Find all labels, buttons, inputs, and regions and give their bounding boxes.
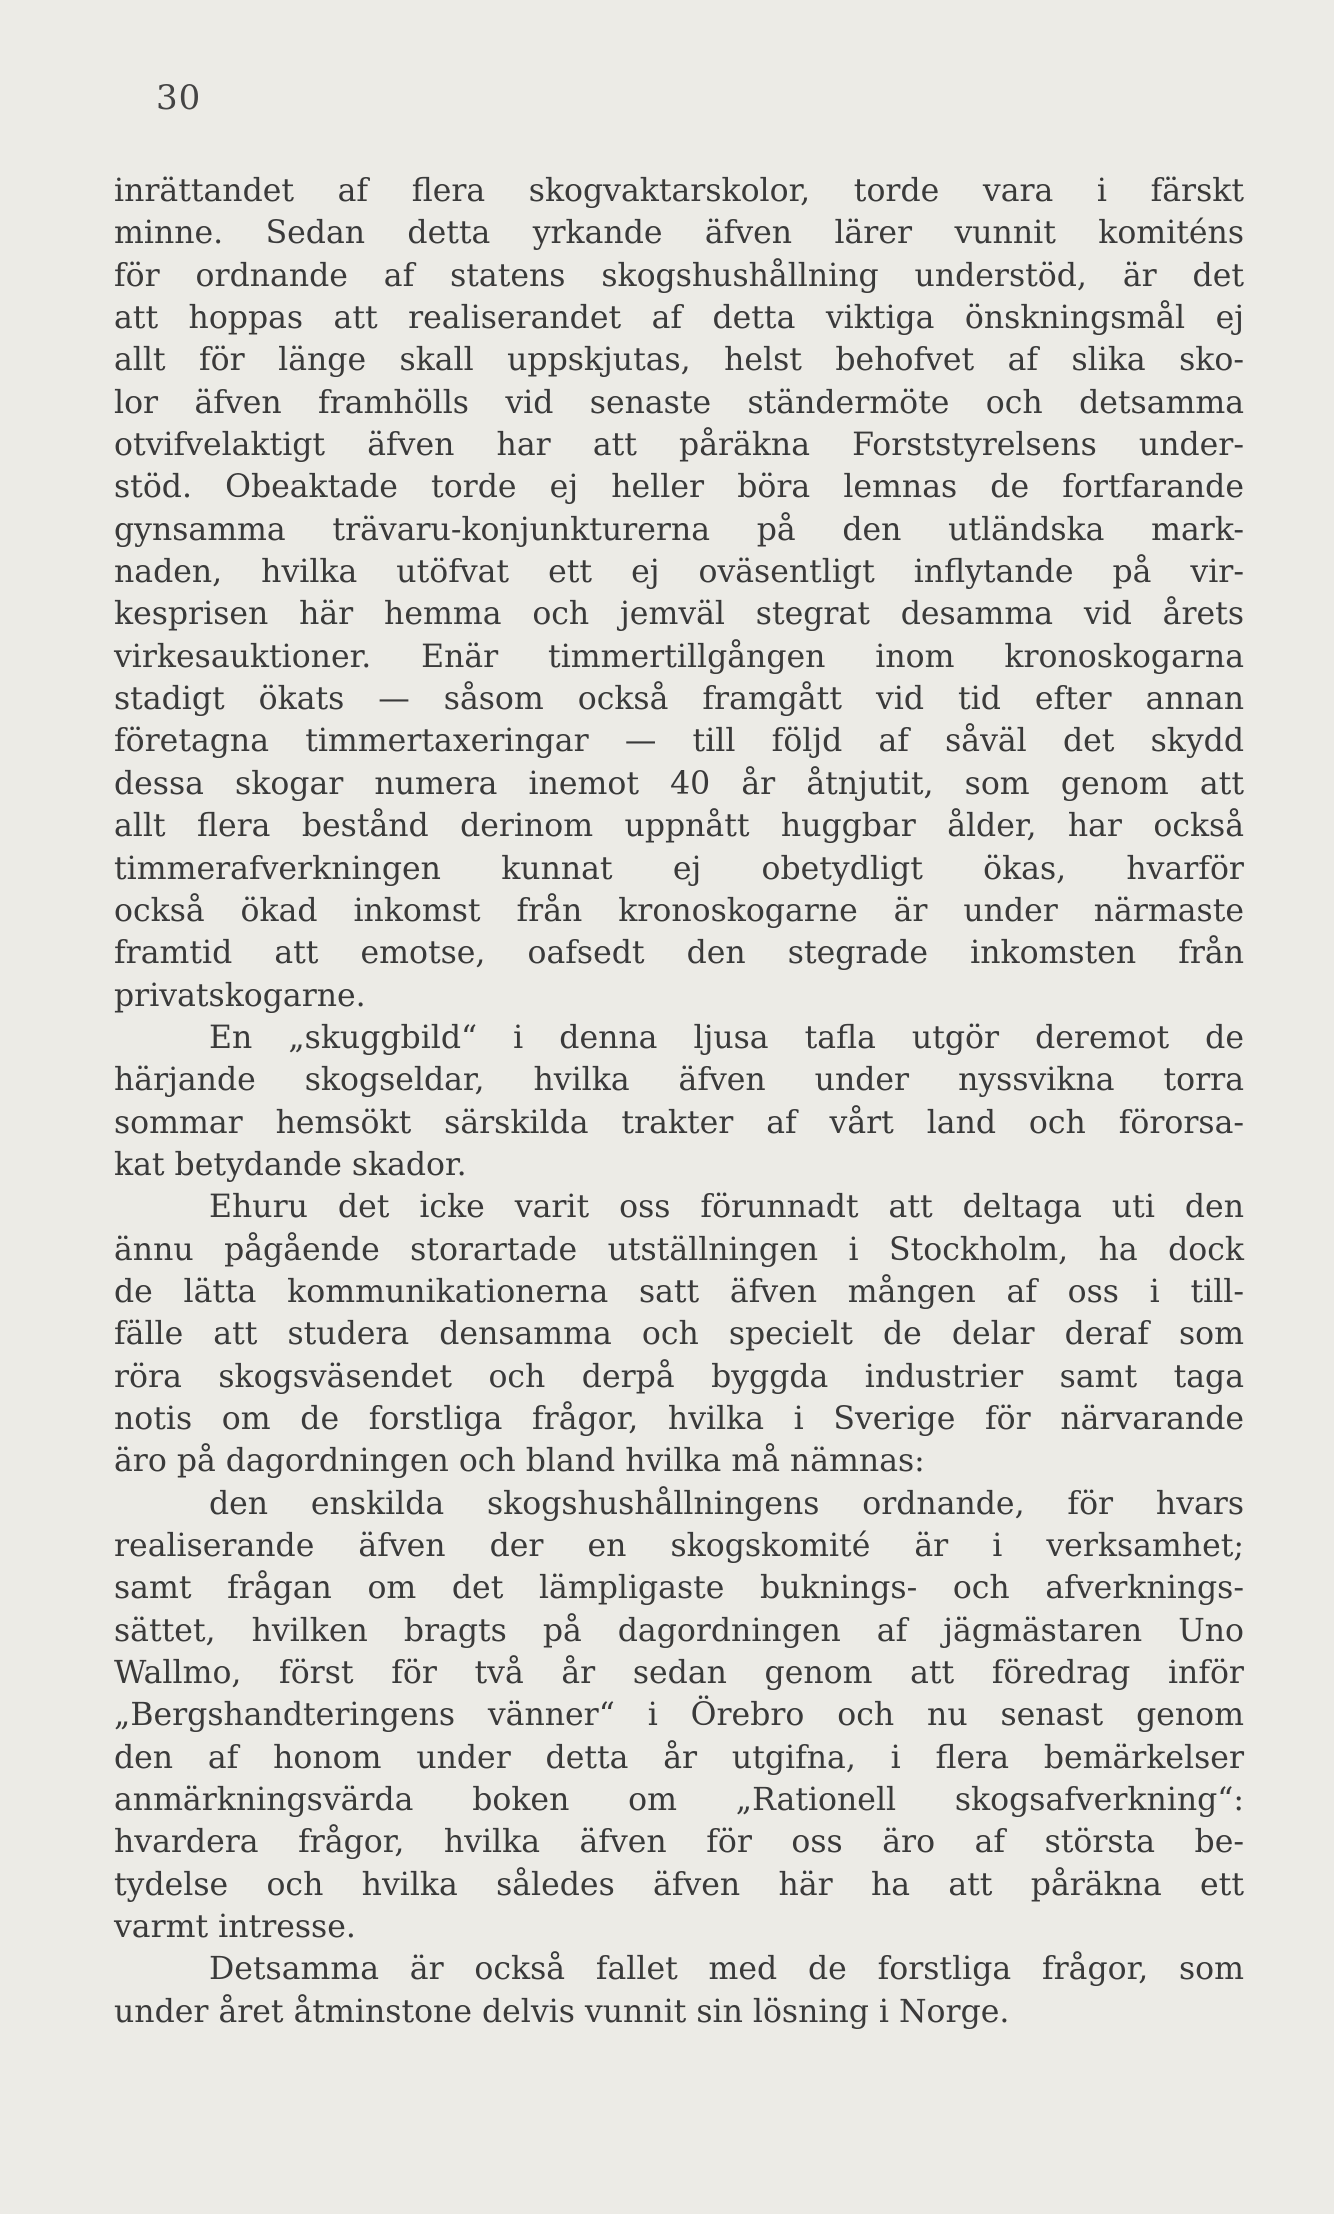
text-line: varmt intresse. — [114, 1909, 356, 1946]
text-line: gynsamma trävaru-konjunkturerna på den utländska mark- — [114, 511, 1244, 548]
page-number: 30 — [156, 78, 202, 118]
text-line: „Bergshandteringens vänner“ i Örebro och nu senast genom — [114, 1697, 1244, 1734]
text-line: En „skuggbild“ i denna ljusa tafla utgör deremot de — [209, 1019, 1244, 1056]
text-line: fälle att studera densamma och specielt de delar deraf som — [114, 1316, 1244, 1353]
text-line: virkesauktioner. Enär timmertillgången inom kronoskogarna — [114, 638, 1244, 675]
text-line: företagna timmertaxeringar — till följd af såväl det skydd — [114, 723, 1244, 760]
text-line: privatskogarne. — [114, 977, 366, 1014]
body-text — [114, 170, 1244, 2033]
text-line: äro på dagordningen och bland hvilka må nämnas: — [114, 1443, 925, 1480]
text-line: tydelse och hvilka således äfven här ha att påräkna ett — [114, 1866, 1244, 1903]
text-line: kesprisen här hemma och jemväl stegrat desamma vid årets — [114, 596, 1244, 633]
text-line: den enskilda skogshushållningens ordnande, för hvars — [209, 1485, 1244, 1522]
text-line: samt frågan om det lämpligaste buknings- och afverknings- — [114, 1570, 1244, 1607]
text-line: de lätta kommunikationerna satt äfven mången af oss i till- — [114, 1273, 1244, 1310]
text-line: Detsamma är också fallet med de forstliga frågor, som — [209, 1951, 1244, 1988]
text-line: också ökad inkomst från kronoskogarne är under närmaste — [114, 892, 1244, 929]
text-line: Ehuru det icke varit oss förunnadt att deltaga uti den — [209, 1189, 1244, 1226]
text-line: för ordnande af statens skogshushållning understöd, är det — [114, 257, 1244, 294]
text-line: Wallmo, först för två år sedan genom att föredrag inför — [114, 1655, 1244, 1692]
text-line: röra skogsväsendet och derpå byggda industrier samt taga — [114, 1358, 1244, 1395]
text-line: notis om de forstliga frågor, hvilka i Sverige för närvarande — [114, 1400, 1244, 1437]
text-line: lor äfven framhölls vid senaste ständermöte och detsamma — [114, 384, 1244, 421]
text-line: stadigt ökats — såsom också framgått vid tid efter annan — [114, 681, 1244, 718]
text-line: allt för länge skall uppskjutas, helst behofvet af slika sko- — [114, 342, 1244, 379]
text-line: den af honom under detta år utgifna, i flera bemärkelser — [114, 1739, 1244, 1776]
text-line: inrättandet af flera skogvaktarskolor, torde vara i färskt — [114, 173, 1244, 209]
text-line: hvardera frågor, hvilka äfven för oss äro af största be- — [114, 1824, 1244, 1861]
text-line: naden, hvilka utöfvat ett ej oväsentligt inflytande på vir- — [114, 554, 1244, 591]
text-line: sommar hemsökt särskilda trakter af vårt land och förorsa- — [114, 1104, 1244, 1141]
text-line: att hoppas att realiserandet af detta viktiga önskningsmål ej — [114, 300, 1244, 337]
text-line: sättet, hvilken bragts på dagordningen af jägmästaren Uno — [114, 1612, 1244, 1649]
text-line: framtid att emotse, oafsedt den stegrade inkomsten från — [114, 935, 1244, 972]
text-line: realiserande äfven der en skogskomité är i verksamhet; — [114, 1528, 1244, 1564]
text-line: härjande skogseldar, hvilka äfven under nyssvikna torra — [114, 1062, 1244, 1099]
text-line: under året åtminstone delvis vunnit sin lösning i Norge. — [114, 1993, 1010, 2030]
text-line: allt flera bestånd derinom uppnått huggbar ålder, har också — [114, 808, 1244, 845]
text-line: kat betydande skador. — [114, 1146, 467, 1183]
text-line: ännu pågående storartade utställningen i Stockholm, ha dock — [114, 1231, 1244, 1268]
text-line: dessa skogar numera inemot 40 år åtnjutit, som genom att — [114, 765, 1244, 802]
text-line: timmerafverkningen kunnat ej obetydligt ökas, hvarför — [114, 850, 1244, 887]
text-line: minne. Sedan detta yrkande äfven lärer vunnit komiténs — [114, 215, 1244, 252]
text-line: anmärkningsvärda boken om „Rationell skogsafverkning“: — [114, 1782, 1244, 1819]
text-line: stöd. Obeaktade torde ej heller böra lemnas de fortfarande — [114, 469, 1244, 506]
text-line: otvifvelaktigt äfven har att påräkna Forststyrelsens under- — [114, 427, 1244, 464]
